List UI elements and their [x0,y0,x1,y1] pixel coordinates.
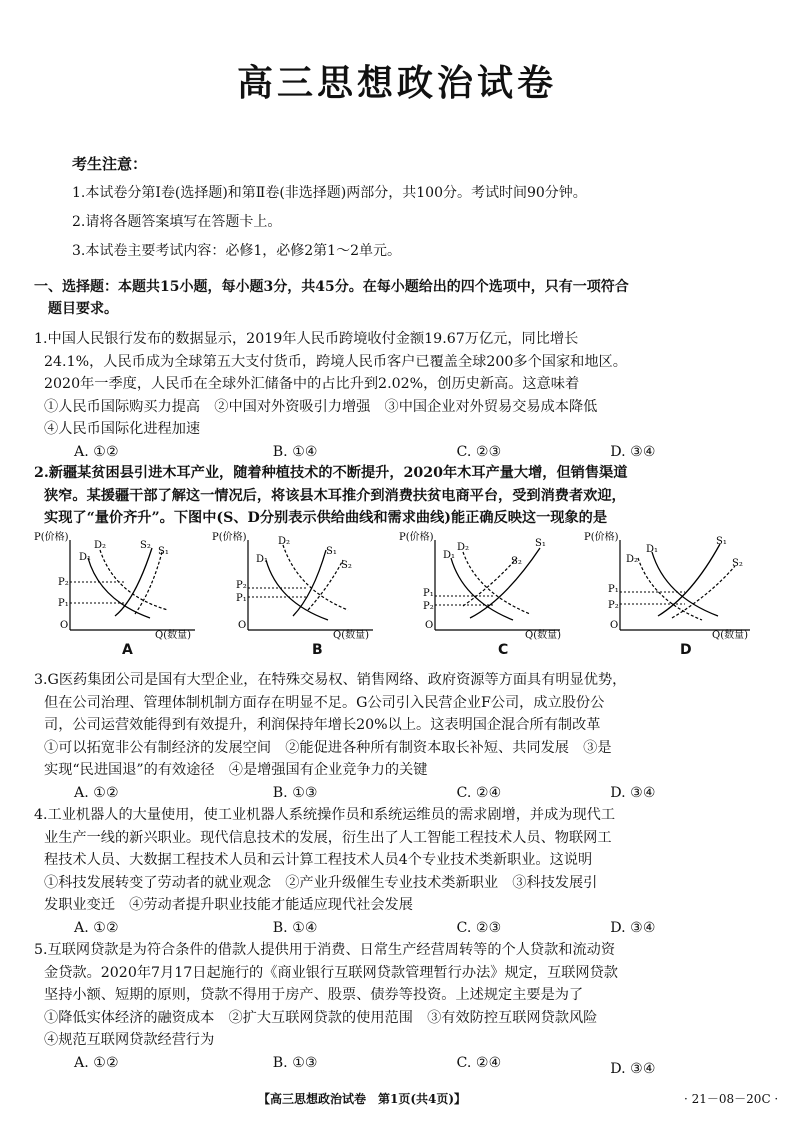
notice-item: 3.本试卷主要考试内容：必修1，必修2第1～2单元。 [72,243,401,259]
axis-q-label: Q(数量) [525,630,562,641]
choice-b[interactable]: B. ①④ [272,919,318,936]
footer-page-info: 【高三思想政治试卷 第1页(共4页)】 [258,1092,467,1106]
question-1 [34,328,764,463]
p2-label: P₂ [608,600,619,611]
origin-label: O [425,620,434,631]
d2-label: D₂ [457,542,470,553]
graph-b-label[interactable]: B [312,642,323,658]
option-statements: ①可以拓宽非公有制经济的发展空间 ②能促进各种所有制资本取长补短、共同发展 ③是 [44,739,612,756]
d2-label: D₂ [94,540,107,551]
question-line: 司，公司运营效能得到有效提升，利润保持年增长20%以上。这表明国企混合所有制改革 [44,717,601,733]
question-line: 业生产一线的新兴职业。现代信息技术的发展，衍生出了人工智能工程技术人员、物联网工 [44,829,612,846]
question-line: 但在公司治理、管理体制机制方面存在明显不足。G公司引入民营企业F公司，成立股份公 [44,694,605,711]
axis-p-label: P(价格) [34,532,69,543]
origin-label: O [610,620,619,631]
question-line: 实现了“量价齐升”。下图中(S、D分别表示供给曲线和需求曲线)能正确反映这一现象的是 [44,510,608,526]
section-instruction-line: 题目要求。 [48,301,118,317]
graph-d [580,530,770,645]
d1-label: D₁ [79,552,92,563]
question-5 [34,939,764,1077]
s2-label: S₂ [140,540,151,551]
question-line: 24.1%，人民币成为全球第五大支付货币，跨境人民币客户已覆盖全球200多个国家和地区。 [44,353,627,370]
d2-label: D₂ [626,554,639,565]
d1-label: D₁ [646,544,659,555]
question-line: 狭窄。某援疆干部了解这一情况后，将该县木耳推介到消费扶贫电商平台，受到消费者欢迎， [44,487,626,504]
exam-notice [72,150,587,266]
s1-label: S₁ [326,546,337,557]
question-line: 4.工业机器人的大量使用，使工业机器人系统操作员和系统运维员的需求剧增，并成为现代工 [34,807,616,823]
s1-label: S₁ [158,546,169,557]
choice-c[interactable]: C. ②④ [456,1054,502,1071]
p2-label: P₂ [236,580,247,591]
answer-choices [34,441,764,464]
graph-c [395,530,585,645]
question-line: 坚持小额、短期的原则，贷款不得用于房产、股票、债券等投资。上述规定主要是为了 [44,987,584,1003]
choice-a[interactable]: A. ①② [74,919,119,936]
question-3 [34,669,764,804]
choice-a[interactable]: A. ①② [74,443,119,460]
p1-label: P₁ [236,593,247,604]
p1-label: P₁ [423,588,434,599]
d1-label: D₁ [443,550,456,561]
choice-c[interactable]: C. ②③ [456,919,502,936]
s1-label: S₁ [535,538,546,549]
s2-label: S₂ [732,558,743,569]
s2-label: S₂ [511,556,522,567]
question-line: 1.中国人民银行发布的数据显示，2019年人民币跨境收付金额19.67万亿元，同比增长 [34,331,579,347]
axis-p-label: P(价格) [399,532,434,543]
choice-b[interactable]: B. ①③ [272,784,318,801]
axis-q-label: Q(数量) [333,630,370,641]
section-heading [34,276,754,320]
choice-c[interactable]: C. ②④ [456,784,502,801]
question-line: 2020年一季度，人民币在全球外汇储备中的占比升到2.02%，创历史新高。这意味着 [44,376,580,392]
axis-q-label: Q(数量) [155,630,192,641]
choice-d[interactable]: D. ③④ [610,919,656,936]
page-title: 高三思想政治试卷 [236,63,557,104]
option-statements: ①科技发展转变了劳动者的就业观念 ②产业升级催生专业技术类新职业 ③科技发展引 [44,874,598,891]
answer-choices [34,917,764,940]
option-statements: 实现“民进国退”的有效途径 ④是增强国有企业竞争力的关键 [44,762,428,778]
notice-item: 1.本试卷分第Ⅰ卷(选择题)和第Ⅱ卷(非选择题)两部分，共100分。考试时间90分钟。 [72,185,587,201]
notice-item: 2.请将各题答案填写在答题卡上。 [72,214,282,230]
answer-choices [34,1052,764,1075]
choice-a[interactable]: A. ①② [74,1054,119,1071]
choice-b[interactable]: B. ①③ [272,1054,318,1071]
choice-a[interactable]: A. ①② [74,784,119,801]
choice-c[interactable]: C. ②③ [456,443,502,460]
question-line: 3.G医药集团公司是国有大型企业，在特殊交易权、销售网络、政府资源等方面具有明显优势， [34,672,627,688]
d2-label: D₂ [278,536,291,547]
graph-d-label[interactable]: D [680,642,692,658]
option-statements: ④人民币国际化进程加速 [44,421,201,437]
d1-label: D₁ [256,554,269,565]
question-line: 2.新疆某贫困县引进木耳产业，随着种植技术的不断提升，2020年木耳产量大增，但销售渠道 [34,465,628,481]
answer-choices [34,782,764,805]
graph-b [208,530,388,645]
s2-label: S₂ [341,560,352,571]
origin-label: O [60,620,69,631]
p2-label: P₂ [423,601,434,612]
graph-c-label[interactable]: C [498,642,509,658]
p1-label: P₁ [58,598,69,609]
p1-label: P₁ [608,584,619,595]
supply-demand-graphs [30,530,770,660]
section-instruction-line: 一、选择题：本题共15小题，每小题3分，共45分。在每小题给出的四个选项中，只有一项符合 [34,279,629,295]
origin-label: O [238,620,247,631]
s1-label: S₁ [716,536,727,547]
graph-a [30,530,210,645]
choice-d[interactable]: D. ③④ [610,1060,656,1077]
axis-p-label: P(价格) [212,532,247,543]
choice-d[interactable]: D. ③④ [610,443,656,460]
question-line: 金贷款。2020年7月17日起施行的《商业银行互联网贷款管理暂行办法》规定，互联网贷款 [44,964,618,981]
question-4 [34,804,764,939]
question-line: 5.互联网贷款是为符合条件的借款人提供用于消费、日常生产经营周转等的个人贷款和流动资 [34,942,616,958]
axis-p-label: P(价格) [584,532,619,543]
choice-b[interactable]: B. ①④ [272,443,318,460]
option-statements: 发职业变迁 ④劳动者提升职业技能才能适应现代社会发展 [44,897,413,913]
option-statements: ④规范互联网贷款经营行为 [44,1032,215,1048]
option-statements: ①人民币国际购买力提高 ②中国对外资吸引力增强 ③中国企业对外贸易交易成本降低 [44,398,598,415]
graph-a-label[interactable]: A [122,642,133,658]
choice-d[interactable]: D. ③④ [610,784,656,801]
question-2 [34,462,764,530]
question-line: 程技术人员、大数据工程技术人员和云计算工程技术人员4个专业技术类新职业。这说明 [44,852,593,868]
footer-code: · 21－08－20C · [684,1092,779,1106]
option-statements: ①降低实体经济的融资成本 ②扩大互联网贷款的使用范围 ③有效防控互联网贷款风险 [44,1009,598,1026]
notice-heading: 考生注意： [72,155,148,173]
p2-label: P₂ [58,577,69,588]
axis-q-label: Q(数量) [712,630,749,641]
